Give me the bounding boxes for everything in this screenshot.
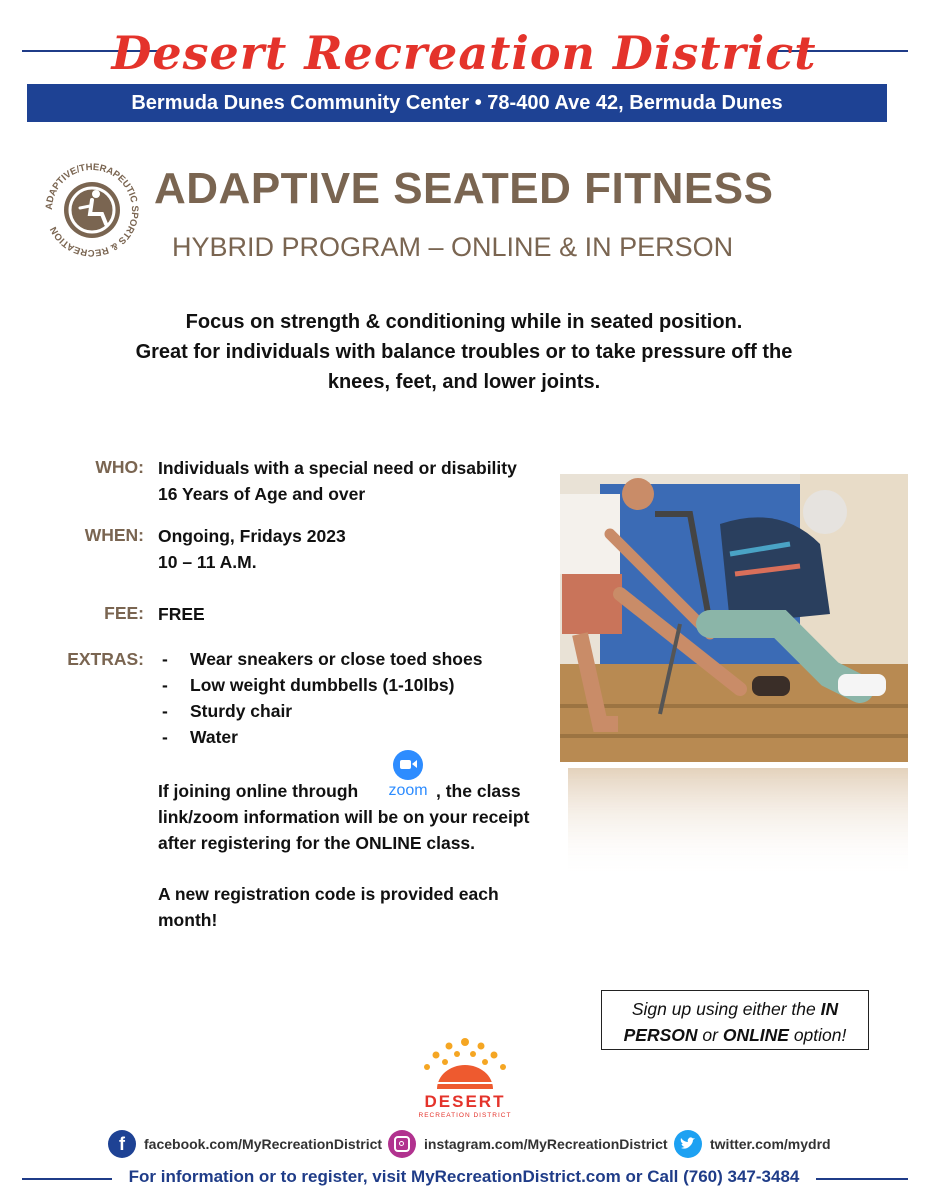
intro-text: [60, 307, 868, 397]
extras-bullet: -: [162, 649, 168, 669]
signup-part-2: or: [697, 1025, 723, 1045]
twitter-link[interactable]: twitter.com/mydrd: [710, 1136, 831, 1152]
class-photo: [560, 474, 908, 762]
facebook-icon: f: [108, 1130, 136, 1158]
when-line-2: 10 – 11 A.M.: [158, 552, 257, 572]
desert-recreation-logo: [405, 1034, 525, 1120]
fee-value: FREE: [158, 604, 205, 624]
social-facebook[interactable]: [108, 1130, 382, 1158]
facebook-link[interactable]: facebook.com/MyRecreationDistrict: [144, 1136, 383, 1152]
online-line-2: link/zoom information will be on your receipt: [158, 807, 530, 827]
reflection-graphic: [568, 768, 908, 878]
who-line-2: 16 Years of Age and over: [158, 484, 366, 504]
adaptive-logo-graphic: [40, 158, 144, 262]
extras-item: Wear sneakers or close toed shoes: [190, 649, 483, 669]
signup-part-3: option!: [788, 1025, 847, 1045]
registration-note: [158, 881, 578, 933]
fee-row: [0, 603, 560, 631]
signup-online: ONLINE: [722, 1025, 789, 1045]
logo-ring-text: ADAPTIVE/THERAPEUTIC SPORTS & RECREATION: [43, 161, 141, 259]
photo-reflection: [568, 768, 908, 878]
extras-bullet: -: [162, 701, 168, 721]
brand-title: Desert Recreation District: [111, 26, 817, 80]
intro-line-3: knees, feet, and lower joints.: [327, 371, 601, 393]
instagram-link[interactable]: instagram.com/MyRecreationDistrict: [424, 1136, 668, 1152]
intro-line-1: Focus on strength & conditioning while in seated position.: [185, 311, 743, 333]
zoom-logo: [382, 750, 434, 802]
signup-in-person-1: IN: [820, 999, 839, 1019]
who-row: [0, 457, 560, 517]
program-subtitle: HYBRID PROGRAM – ONLINE & IN PERSON: [172, 232, 734, 262]
online-line-1: [158, 778, 578, 804]
who-line-1: Individuals with a special need or disability: [158, 458, 517, 478]
zoom-word: zoom: [388, 782, 428, 799]
instagram-icon: [388, 1130, 416, 1158]
social-twitter[interactable]: [674, 1130, 831, 1158]
intro-line-2: Great for individuals with balance troubles or to take pressure off the: [135, 341, 793, 363]
photo-graphic: [560, 474, 908, 762]
signup-part-1: Sign up using either the: [631, 999, 821, 1019]
signup-note-box: [601, 990, 869, 1050]
extras-bullet: -: [162, 727, 168, 747]
adaptive-sports-logo: [40, 158, 144, 262]
extras-item: Low weight dumbbells (1-10lbs): [190, 675, 455, 695]
sun-logo-graphic: [405, 1034, 525, 1120]
note-line-1: A new registration code is provided each: [158, 884, 499, 904]
when-row: [0, 525, 560, 585]
location-text: Bermuda Dunes Community Center • 78-400 Ave 42, Bermuda Dunes: [131, 91, 783, 114]
online-info: [158, 778, 578, 856]
footer-logo-small: RECREATION DISTRICT: [418, 1112, 512, 1119]
social-instagram[interactable]: [388, 1130, 668, 1158]
fee-label: FEE:: [104, 603, 144, 623]
extras-row: [0, 649, 560, 759]
when-label: WHEN:: [84, 525, 144, 545]
footer-logo-word: DESERT: [424, 1092, 506, 1111]
footer-contact: For information or to register, visit MyRecreationDistrict.com or Call (760) 347-3484: [128, 1167, 800, 1186]
note-line-2: month!: [158, 910, 218, 930]
when-line-1: Ongoing, Fridays 2023: [158, 526, 346, 546]
online-line-3: after registering for the ONLINE class.: [158, 833, 476, 853]
extras-bullet: -: [162, 675, 168, 695]
extras-item: Water: [190, 727, 238, 747]
zoom-camera-icon: [393, 750, 423, 780]
location-banner: [27, 84, 887, 122]
online-suffix: , the class: [436, 781, 521, 801]
extras-item: Sturdy chair: [190, 701, 293, 721]
signup-in-person-2: PERSON: [623, 1025, 698, 1045]
twitter-icon: [674, 1130, 702, 1158]
program-title: ADAPTIVE SEATED FITNESS: [154, 164, 774, 213]
who-label: WHO:: [95, 457, 144, 477]
online-prefix: If joining online through: [158, 781, 359, 801]
extras-label: EXTRAS:: [67, 649, 144, 669]
